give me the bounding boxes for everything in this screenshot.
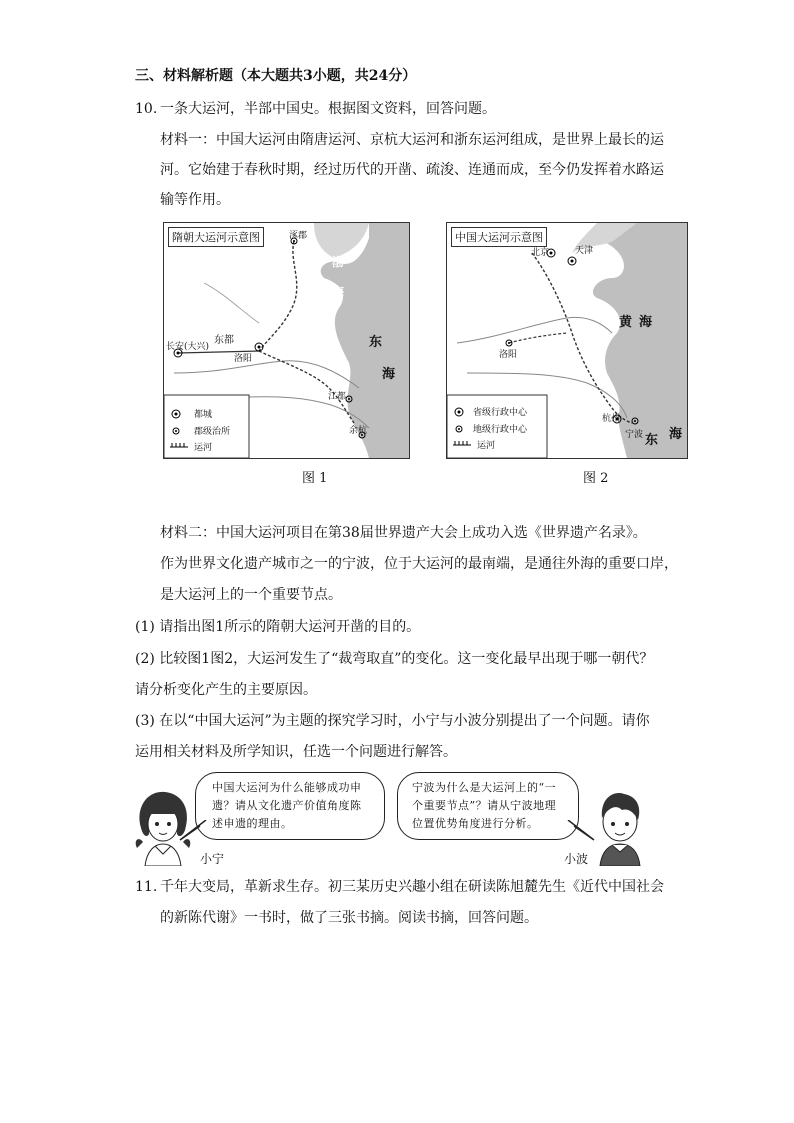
question-10-stem: 一条大运河，半部中国史。根据图文资料，回答问题。 bbox=[160, 101, 496, 117]
map-sui-label-yuhang: 余杭 bbox=[349, 426, 368, 436]
bubble-left-line-3: 述申遗的理由。 bbox=[212, 817, 293, 830]
map-grand-label-huang: 黄 bbox=[619, 315, 633, 330]
map-grand-label-hangzhou: 杭州 bbox=[602, 414, 621, 424]
material1-line-3: 输等作用。 bbox=[160, 192, 230, 208]
map-sui-legend-prefecture: 郡级治所 bbox=[194, 427, 231, 437]
map-grand-canal-title: 中国大运河示意图 bbox=[451, 227, 547, 247]
map-grand-label-bohai-1: 渤 bbox=[597, 250, 610, 264]
map-sui-label-dongdu: 东都 bbox=[214, 335, 234, 346]
map-grand-legend-province: 省级行政中心 bbox=[473, 408, 528, 418]
material1-line-1: 材料一：中国大运河由隋唐运河、京杭大运河和浙东运河组成，是世界上最长的运 bbox=[160, 132, 664, 148]
section-title: 三、材料解析题（本大题共3小题，共24分） bbox=[135, 68, 417, 84]
bubble-right-line-1: 宁波为什么是大运河上的“一 bbox=[412, 781, 557, 794]
subquestion-2-line-2: 请分析变化产生的主要原因。 bbox=[135, 682, 317, 698]
map-sui-label-zhuojun: 涿郡 bbox=[289, 231, 308, 241]
map-grand-label-tianjin: 天津 bbox=[575, 246, 594, 256]
question-10-number: 10. bbox=[135, 101, 158, 117]
boy-name: 小波 bbox=[564, 852, 589, 866]
material2-line-3: 是大运河上的一个重要节点。 bbox=[160, 587, 342, 603]
map-grand-legend-canal: 运河 bbox=[477, 441, 496, 451]
girl-name: 小宁 bbox=[200, 852, 225, 866]
map-sui-label-bohai-1: 渤 bbox=[332, 255, 345, 269]
map-sui-legend-capital: 都城 bbox=[194, 410, 213, 420]
map-grand-label-beijing: 北京 bbox=[531, 248, 550, 258]
map-grand-label-ningbo: 宁波 bbox=[625, 430, 644, 440]
map-sui-label-changan: 长安(大兴) bbox=[166, 342, 210, 352]
map-grand-label-luoyang: 洛阳 bbox=[499, 350, 518, 360]
map-sui-canal bbox=[163, 222, 410, 459]
question-11-line-2: 的新陈代谢》一书时，做了三张书摘。阅读书摘，回答问题。 bbox=[160, 910, 538, 926]
map-grand-label-hai-2: 海 bbox=[669, 427, 683, 442]
subquestion-3-line-2: 运用相关材料及所学知识，任选一个问题进行解答。 bbox=[135, 744, 457, 760]
map-grand-legend-prefecture: 地级行政中心 bbox=[473, 425, 528, 435]
bubble-left-line-2: 遗？请从文化遗产价值角度陈 bbox=[212, 799, 362, 812]
map-sui-label-dong: 东 bbox=[369, 335, 383, 350]
material1-line-2: 河。它始建于春秋时期，经过历代的开凿、疏浚、连通而成，至今仍发挥着水路运 bbox=[160, 162, 664, 178]
map-sui-label-jiangdu: 江都 bbox=[328, 392, 347, 402]
speech-bubble-left-tail bbox=[178, 820, 208, 842]
material2-line-1: 材料二：中国大运河项目在第38届世界遗产大会上成功入选《世界遗产名录》。 bbox=[160, 525, 647, 541]
map-sui-legend-canal: 运河 bbox=[194, 443, 213, 453]
bubble-right-line-2: 个重要节点”？请从宁波地理 bbox=[412, 799, 557, 812]
map-grand-caption: 图 2 bbox=[583, 471, 609, 486]
boy-xiaobo-illustration bbox=[590, 790, 650, 866]
map-grand-label-hai: 海 bbox=[639, 315, 653, 330]
question-11-number: 11. bbox=[135, 879, 158, 895]
subquestion-2-line-1: (2) 比较图1图2，大运河发生了“裁弯取直”的变化。这一变化最早出现于哪一朝代？ bbox=[135, 651, 654, 667]
subquestion-3-line-1: (3) 在以“中国大运河”为主题的探究学习时，小宁与小波分别提出了一个问题。请你 bbox=[135, 713, 650, 729]
question-11-line-1: 千年大变局，革新求生存。初三某历史兴趣小组在研读陈旭麓先生《近代中国社会 bbox=[160, 879, 664, 895]
map-grand-label-dong: 东 bbox=[645, 433, 659, 448]
subquestion-1: (1) 请指出图1所示的隋朝大运河开凿的目的。 bbox=[135, 619, 421, 635]
map-sui-title: 隋朝大运河示意图 bbox=[168, 227, 264, 247]
map-grand-label-bohai-2: 海 bbox=[589, 267, 602, 281]
bubble-right-line-3: 位置优势角度进行分析。 bbox=[412, 817, 539, 830]
bubble-left-line-1: 中国大运河为什么能够成功申 bbox=[212, 781, 362, 794]
map-sui-label-luoyang: 洛阳 bbox=[234, 354, 253, 364]
map-sui-label-hai: 海 bbox=[382, 367, 396, 382]
map-grand-canal bbox=[446, 222, 688, 459]
map-sui-caption: 图 1 bbox=[302, 471, 328, 486]
material2-line-2: 作为世界文化遗产城市之一的宁波，位于大运河的最南端，是通往外海的重要口岸， bbox=[160, 556, 678, 572]
map-sui-label-bohai-2: 海 bbox=[332, 285, 345, 299]
